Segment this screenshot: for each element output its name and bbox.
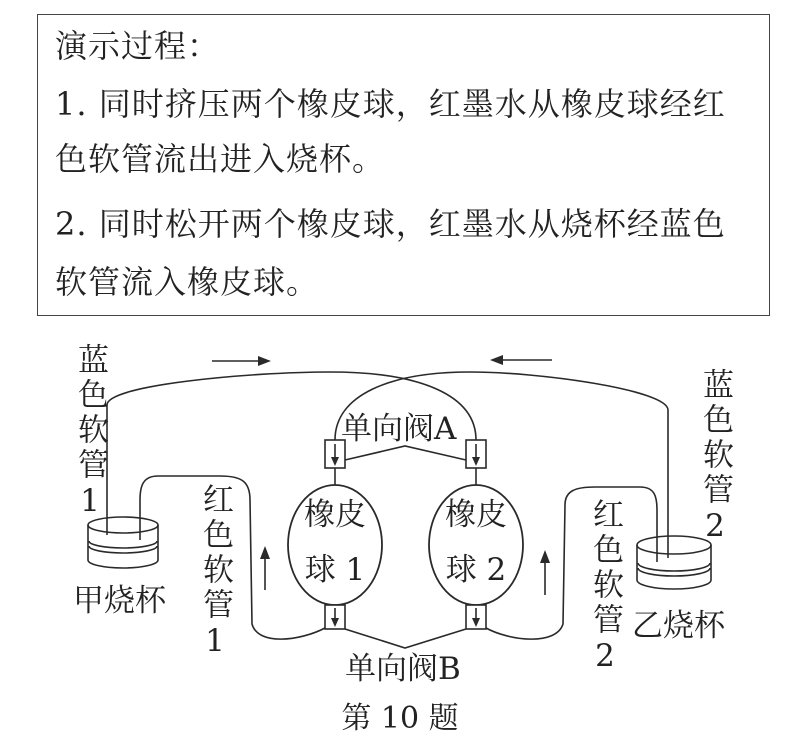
red-tube-1-label: 红色软管1 — [197, 483, 233, 663]
top-left-arrow-icon — [490, 355, 552, 365]
rubber-ball-1-label-line-1: 橡皮 — [304, 497, 366, 533]
step-2-line-2: 软管流入橡皮球。 — [55, 263, 320, 301]
blue-tube-1 — [107, 372, 476, 535]
blue-tube-2-label: 蓝色软管2 — [697, 368, 733, 548]
beaker-jia — [88, 517, 158, 568]
figure-caption: 第 10 题 — [341, 701, 459, 736]
step-2-line-1: 2. 同时松开两个橡皮球，红墨水从烧杯经蓝色 — [55, 205, 726, 243]
demo-box-title: 演示过程： — [55, 27, 221, 65]
valve-b — [325, 605, 486, 648]
up-arrow-right-icon — [540, 550, 550, 595]
top-right-arrow-icon — [212, 356, 271, 366]
rubber-ball-2-label-line-2: 球 2 — [445, 552, 507, 588]
blue-tube-1-label: 蓝色软管1 — [72, 343, 108, 523]
beaker-yi-label: 乙烧杯 — [632, 608, 725, 644]
up-arrow-left-icon — [260, 546, 270, 590]
rubber-ball-1-label-line-2: 球 1 — [304, 552, 366, 588]
red-tube-2-label: 红色软管2 — [587, 498, 623, 678]
beaker-jia-label: 甲烧杯 — [73, 583, 166, 619]
step-1-line-2: 色软管流出进入烧杯。 — [55, 140, 386, 178]
step-1-line-1: 1. 同时挤压两个橡皮球，红墨水从橡皮球经红 — [55, 85, 726, 123]
valve-b-label: 单向阀B — [345, 651, 461, 687]
valve-a-label: 单向阀A — [341, 411, 457, 447]
rubber-ball-2-label-line-1: 橡皮 — [445, 497, 507, 533]
